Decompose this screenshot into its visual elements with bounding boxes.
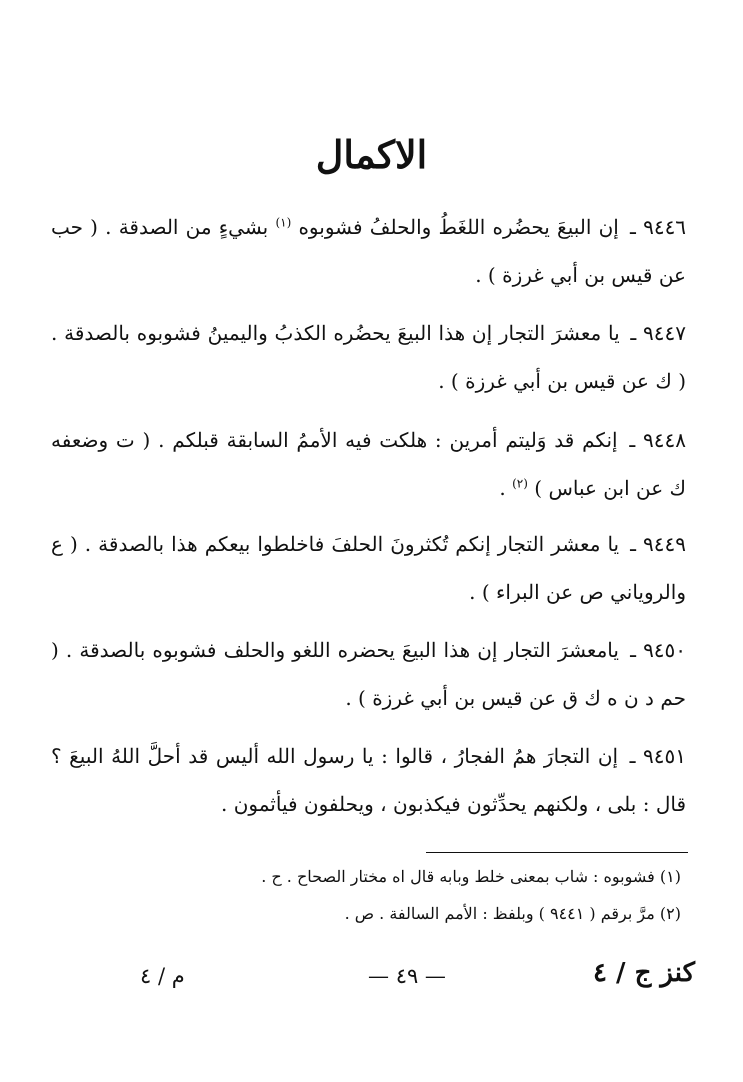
- hadith-text-continued: .: [499, 476, 506, 500]
- hadith-text: إن التجارَ همُ الفجارُ ، قالوا : يا رسول الله أليس قد أحلَّ اللهُ البيعَ ؟ قال : بلى ، ولكنهم يحدِّثون فيكذبون ، ويحلفون فيأثمون .: [51, 744, 686, 816]
- page-footer: [0, 958, 743, 998]
- footnote-divider: [426, 852, 688, 853]
- hadith-number: ٩٤٤٩ ـ: [630, 532, 686, 556]
- hadith-number: ٩٤٤٦ ـ: [630, 215, 687, 239]
- footnote-2: (٢) مرَّ برقم ( ٩٤٤١ ) وبلفظ : الأمم السالفة . ص .: [344, 904, 681, 923]
- hadith-entry: [51, 309, 686, 405]
- footer-section-mark: م / ٤: [140, 964, 185, 988]
- hadith-entry: [51, 626, 686, 722]
- hadith-number: ٩٤٥٠ ـ: [630, 638, 687, 662]
- hadith-number: ٩٤٥١ ـ: [629, 744, 686, 768]
- hadith-text: يامعشرَ التجار إن هذا البيعَ يحضره اللغو والحلف فشوبوه بالصدقة . ( حم د ن ه ك ق عن قيس بن أبي غرزة ) .: [51, 638, 686, 710]
- footer-volume-mark: كنز ج / ٤: [593, 958, 695, 988]
- page-number: — ٤٩ —: [368, 964, 446, 988]
- hadith-number: ٩٤٤٨ ـ: [629, 428, 687, 452]
- hadith-entry: [51, 520, 686, 616]
- hadith-text: يا معشر التجار إنكم تُكثرونَ الحلفَ فاخلطوا بيعكم هذا بالصدقة . ( ع والروياني ص عن البراء ) .: [51, 532, 686, 604]
- footnote-ref: (١): [275, 215, 292, 230]
- hadith-number: ٩٤٤٧ ـ: [630, 321, 687, 345]
- hadith-entry: [51, 416, 686, 512]
- footnote-1: (١) فشوبوه : شاب بمعنى خلط وبابه قال اه مختار الصحاح . ح .: [261, 867, 681, 886]
- page-title: الاكمال: [315, 132, 428, 177]
- hadith-text: يا معشرَ التجار إن هذا البيعَ يحضُره الكذبُ واليمينُ فشوبوه بالصدقة . ( ك عن قيس بن أبي غرزة ) .: [51, 321, 686, 393]
- hadith-text-continued: بشيءٍ من الصدقة . ( حب عن قيس بن أبي غرزة ) .: [51, 215, 686, 287]
- hadith-entry: [51, 203, 686, 299]
- hadith-text: إنكم قد وَليتم أمرين : هلكت فيه الأممُ السابقة قبلكم . ( ت وضعفه ك عن ابن عباس ): [51, 428, 686, 500]
- hadith-entry: [51, 732, 686, 828]
- footnote-ref: (٢): [512, 476, 528, 491]
- hadith-text: إن البيعَ يحضُره اللغَطُ والحلفُ فشوبوه: [298, 215, 619, 239]
